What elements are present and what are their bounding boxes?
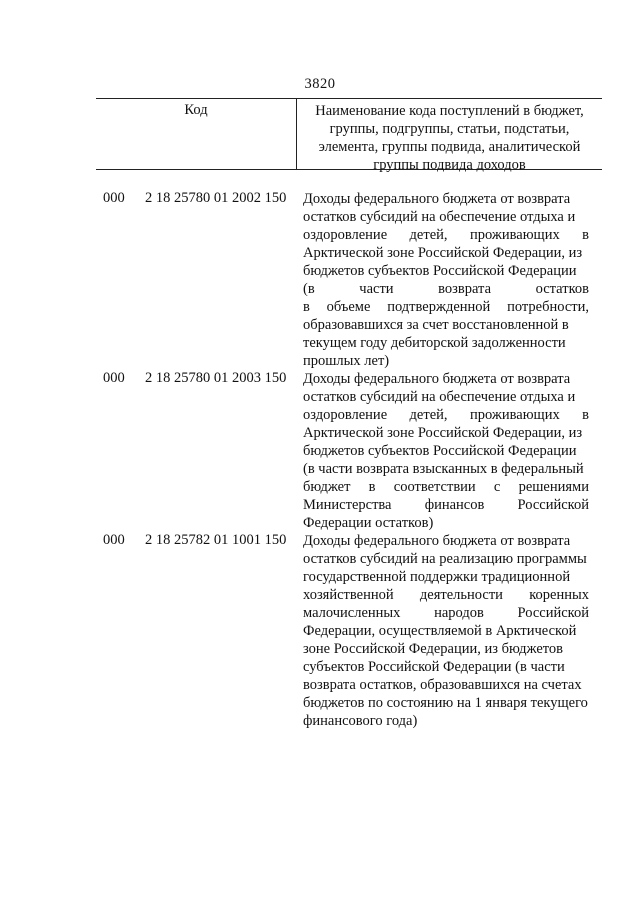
table-body <box>0 190 640 730</box>
description-line: Арктической зоне Российской Федерации, из <box>303 245 583 261</box>
description-line: возврата остатков, образовавшихся на счетах <box>303 677 582 693</box>
description-line: зоне Российской Федерации, из бюджетов <box>303 641 563 657</box>
description-line: образовавшихся за счет восстановленной в <box>303 317 569 333</box>
admin-code: 000 <box>103 370 125 386</box>
table-header <box>96 98 602 173</box>
income-description <box>303 190 589 370</box>
header-name-label <box>297 102 602 174</box>
description-line: (в части возврата остатков <box>303 281 589 297</box>
table-row <box>0 370 640 532</box>
description-line: Федерации остатков) <box>303 515 434 531</box>
description-line: Арктической зоне Российской Федерации, из <box>303 425 583 441</box>
header-name-line: группы, подгруппы, статьи, подстатьи, <box>329 121 570 137</box>
description-line: оздоровление детей, проживающих в <box>303 407 589 423</box>
admin-code: 000 <box>103 532 125 548</box>
income-code: 2 18 25780 01 2002 150 <box>145 190 287 206</box>
description-line: бюджетов субъектов Российской Федерации <box>303 263 577 279</box>
description-line: текущем году дебиторской задолженности <box>303 335 566 351</box>
description-line: Федерации, осуществляемой в Арктической <box>303 623 577 639</box>
header-name-line: группы подвида доходов <box>373 157 526 173</box>
description-line: Доходы федерального бюджета от возврата <box>303 371 571 387</box>
description-line: остатков субсидий на обеспечение отдыха и <box>303 389 576 405</box>
table-row <box>0 532 640 730</box>
description-line: хозяйственной деятельности коренных <box>303 587 589 603</box>
header-name-line: элемента, группы подвида, аналитической <box>318 139 581 155</box>
description-line: оздоровление детей, проживающих в <box>303 227 589 243</box>
header-code-label: Код <box>184 102 208 118</box>
income-code: 2 18 25780 01 2003 150 <box>145 370 287 386</box>
page-number: 3820 <box>304 76 336 92</box>
header-name-line: Наименование кода поступлений в бюджет, <box>315 103 584 119</box>
description-line: прошлых лет) <box>303 353 390 369</box>
description-line: остатков субсидий на обеспечение отдыха и <box>303 209 576 225</box>
description-line: Доходы федерального бюджета от возврата <box>303 533 571 549</box>
description-line: финансового года) <box>303 713 418 729</box>
description-line: малочисленных народов Российской <box>303 605 589 621</box>
description-line: бюджетов по состоянию на 1 января текущего <box>303 695 588 711</box>
description-line: Министерства финансов Российской <box>303 497 589 513</box>
income-description <box>303 370 589 532</box>
income-code: 2 18 25782 01 1001 150 <box>145 532 287 548</box>
admin-code: 000 <box>103 190 125 206</box>
description-line: бюджетов субъектов Российской Федерации <box>303 443 577 459</box>
description-line: в объеме подтвержденной потребности, <box>303 299 589 315</box>
description-line: (в части возврата взысканных в федеральный <box>303 461 584 477</box>
table-row <box>0 190 640 370</box>
income-description <box>303 532 589 730</box>
description-line: остатков субсидий на реализацию программы <box>303 551 587 567</box>
description-line: Доходы федерального бюджета от возврата <box>303 191 571 207</box>
description-line: бюджет в соответствии с решениями <box>303 479 589 495</box>
description-line: государственной поддержки традиционной <box>303 569 571 585</box>
description-line: субъектов Российской Федерации (в части <box>303 659 565 675</box>
